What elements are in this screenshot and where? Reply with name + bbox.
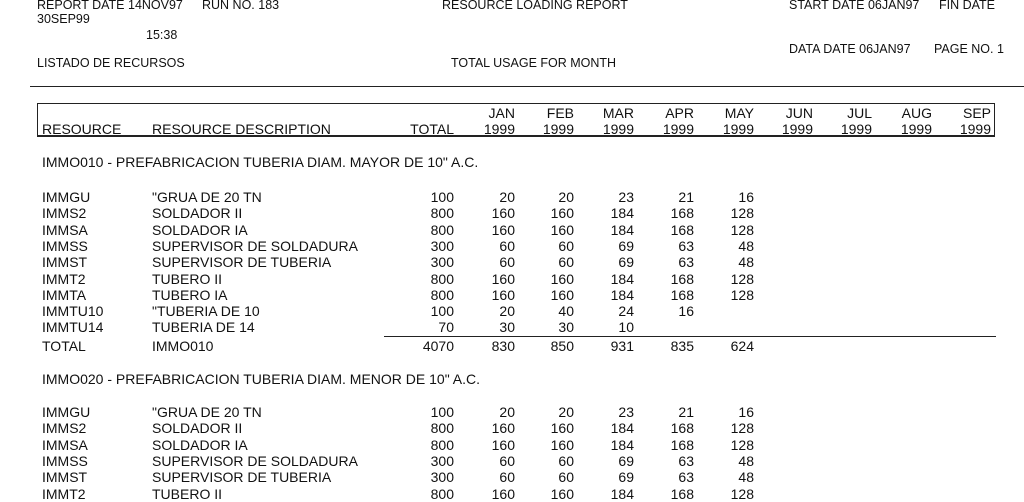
month-value: 128 xyxy=(730,486,754,502)
resource-code: IMMST xyxy=(42,254,88,270)
month-value: 160 xyxy=(491,222,515,238)
col-resource: RESOURCE xyxy=(42,121,122,137)
resource-description: "GRUA DE 20 TN xyxy=(152,404,262,420)
resource-code: IMMT2 xyxy=(42,486,86,502)
month-value: 168 xyxy=(670,420,694,436)
total-divider xyxy=(384,336,996,337)
resource-code: IMMSA xyxy=(42,437,88,453)
month-value: 128 xyxy=(730,205,754,221)
month-value: 850 xyxy=(550,338,574,354)
month-value: 160 xyxy=(491,287,515,303)
resource-description: SUPERVISOR DE SOLDADURA xyxy=(152,453,358,469)
report-time: 15:38 xyxy=(146,28,178,42)
month-value: 128 xyxy=(730,222,754,238)
month-value: 160 xyxy=(491,420,515,436)
table-row xyxy=(0,238,1024,254)
month-value: 20 xyxy=(558,189,574,205)
month-value: 184 xyxy=(610,222,634,238)
resource-total: 100 xyxy=(430,189,454,205)
resource-code: IMMTU14 xyxy=(42,319,104,335)
month-header: JUL xyxy=(847,105,872,121)
month-value: 69 xyxy=(618,254,634,270)
month-header: MAR xyxy=(602,105,634,121)
resource-description: SUPERVISOR DE TUBERIA xyxy=(152,254,332,270)
resource-description: IMMO010 xyxy=(152,338,214,354)
month-value: 69 xyxy=(618,238,634,254)
month-value: 168 xyxy=(670,287,694,303)
table-row xyxy=(0,287,1024,303)
month-value: 48 xyxy=(738,238,754,254)
month-value: 168 xyxy=(670,486,694,502)
report-subtitle-center: TOTAL USAGE FOR MONTH xyxy=(451,56,617,70)
resource-description: "GRUA DE 20 TN xyxy=(152,189,262,205)
month-header: AUG xyxy=(901,105,932,121)
col-description: RESOURCE DESCRIPTION xyxy=(152,121,331,137)
month-value: 160 xyxy=(550,437,574,453)
month-value: 60 xyxy=(499,254,515,270)
section-title: IMMO010 - PREFABRICACION TUBERIA DIAM. MAYOR DE 10" A.C. xyxy=(42,154,479,170)
resource-code: IMMSS xyxy=(42,238,88,254)
table-row xyxy=(0,469,1024,485)
month-header: JUN xyxy=(785,105,813,121)
resource-description: TUBERO II xyxy=(152,271,223,287)
month-header: MAY xyxy=(724,105,754,121)
resource-code: TOTAL xyxy=(42,338,86,354)
resource-total: 800 xyxy=(430,205,454,221)
month-value: 16 xyxy=(738,404,754,420)
month-value: 168 xyxy=(670,205,694,221)
resource-description: SUPERVISOR DE TUBERIA xyxy=(152,469,332,485)
table-row xyxy=(0,205,1024,221)
month-value: 184 xyxy=(610,287,634,303)
resource-code: IMMGU xyxy=(42,404,91,420)
month-value: 128 xyxy=(730,287,754,303)
resource-total: 300 xyxy=(430,453,454,469)
month-value: 160 xyxy=(550,420,574,436)
report-date-line2: 30SEP99 xyxy=(37,12,90,26)
report-date: REPORT DATE 14NOV97 xyxy=(37,0,183,12)
month-year-header: 1999 xyxy=(542,121,574,137)
month-year-header: 1999 xyxy=(483,121,515,137)
month-value: 20 xyxy=(499,189,515,205)
month-value: 63 xyxy=(678,469,694,485)
month-value: 63 xyxy=(678,453,694,469)
month-value: 60 xyxy=(558,469,574,485)
resource-total: 70 xyxy=(438,319,454,335)
month-value: 128 xyxy=(730,271,754,287)
month-value: 63 xyxy=(678,238,694,254)
table-row xyxy=(0,319,1024,335)
fin-date: FIN DATE xyxy=(939,0,996,12)
month-value: 40 xyxy=(558,303,574,319)
month-value: 160 xyxy=(491,486,515,502)
month-value: 184 xyxy=(610,420,634,436)
month-year-header: 1999 xyxy=(900,121,932,137)
month-value: 24 xyxy=(618,303,634,319)
resource-code: IMMTU10 xyxy=(42,303,104,319)
table-row xyxy=(0,254,1024,270)
month-year-header: 1999 xyxy=(602,121,634,137)
month-value: 160 xyxy=(491,205,515,221)
table-row xyxy=(0,222,1024,238)
total-row xyxy=(0,338,1024,354)
resource-code: IMMT2 xyxy=(42,271,86,287)
month-year-header: 1999 xyxy=(662,121,694,137)
resource-description: SOLDADOR IA xyxy=(152,437,248,453)
month-value: 60 xyxy=(558,238,574,254)
month-value: 168 xyxy=(670,271,694,287)
month-value: 21 xyxy=(678,404,694,420)
resource-description: SOLDADOR IA xyxy=(152,222,248,238)
resource-description: TUBERIA DE 14 xyxy=(152,319,255,335)
page-number: PAGE NO. 1 xyxy=(934,42,1004,56)
month-header: JAN xyxy=(488,105,515,121)
month-year-header: 1999 xyxy=(959,121,991,137)
month-value: 10 xyxy=(618,319,634,335)
start-date: START DATE 06JAN97 xyxy=(789,0,920,12)
data-date: DATA DATE 06JAN97 xyxy=(789,42,911,56)
resource-total: 800 xyxy=(430,271,454,287)
month-value: 835 xyxy=(670,338,694,354)
resource-description: TUBERO IA xyxy=(152,287,228,303)
month-value: 168 xyxy=(670,222,694,238)
month-value: 128 xyxy=(730,437,754,453)
month-value: 160 xyxy=(550,287,574,303)
month-header: SEP xyxy=(962,105,991,121)
header-divider xyxy=(30,86,1024,87)
table-row xyxy=(0,303,1024,319)
resource-code: IMMS2 xyxy=(42,420,87,436)
table-row xyxy=(0,271,1024,287)
month-value: 60 xyxy=(499,238,515,254)
month-value: 160 xyxy=(550,271,574,287)
month-value: 830 xyxy=(491,338,515,354)
month-value: 184 xyxy=(610,437,634,453)
resource-total: 300 xyxy=(430,238,454,254)
month-value: 184 xyxy=(610,271,634,287)
resource-code: IMMTA xyxy=(42,287,87,303)
month-value: 160 xyxy=(550,222,574,238)
month-year-header: 1999 xyxy=(781,121,813,137)
month-value: 63 xyxy=(678,254,694,270)
month-value: 21 xyxy=(678,189,694,205)
month-header: FEB xyxy=(546,105,574,121)
resource-code: IMMGU xyxy=(42,189,91,205)
resource-code: IMMST xyxy=(42,469,88,485)
month-value: 931 xyxy=(610,338,634,354)
report-subtitle-left: LISTADO DE RECURSOS xyxy=(37,56,185,70)
month-value: 69 xyxy=(618,453,634,469)
resource-description: "TUBERIA DE 10 xyxy=(152,303,260,319)
table-row xyxy=(0,404,1024,420)
month-value: 160 xyxy=(491,271,515,287)
table-row xyxy=(0,189,1024,205)
section-title: IMMO020 - PREFABRICACION TUBERIA DIAM. MENOR DE 10" A.C. xyxy=(42,371,481,387)
resource-total: 800 xyxy=(430,222,454,238)
month-value: 48 xyxy=(738,469,754,485)
col-total: TOTAL xyxy=(410,121,454,137)
month-value: 60 xyxy=(499,469,515,485)
resource-total: 800 xyxy=(430,437,454,453)
report-title: RESOURCE LOADING REPORT xyxy=(442,0,628,12)
resource-total: 800 xyxy=(430,287,454,303)
month-value: 160 xyxy=(550,486,574,502)
month-value: 160 xyxy=(491,437,515,453)
month-value: 30 xyxy=(558,319,574,335)
month-value: 23 xyxy=(618,404,634,420)
table-row xyxy=(0,437,1024,453)
month-value: 160 xyxy=(550,205,574,221)
table-row xyxy=(0,453,1024,469)
resource-code: IMMSA xyxy=(42,222,88,238)
resource-total: 100 xyxy=(430,404,454,420)
resource-description: SUPERVISOR DE SOLDADURA xyxy=(152,238,358,254)
month-value: 48 xyxy=(738,254,754,270)
run-number: RUN NO. 183 xyxy=(202,0,280,12)
month-value: 624 xyxy=(730,338,754,354)
month-value: 30 xyxy=(499,319,515,335)
month-value: 20 xyxy=(499,404,515,420)
resource-total: 300 xyxy=(430,469,454,485)
resource-total: 800 xyxy=(430,486,454,502)
month-value: 23 xyxy=(618,189,634,205)
resource-description: TUBERO II xyxy=(152,486,223,502)
resource-total: 100 xyxy=(430,303,454,319)
month-value: 184 xyxy=(610,205,634,221)
resource-total: 800 xyxy=(430,420,454,436)
month-value: 128 xyxy=(730,420,754,436)
month-value: 16 xyxy=(738,189,754,205)
month-value: 20 xyxy=(558,404,574,420)
table-row xyxy=(0,420,1024,436)
resource-code: IMMS2 xyxy=(42,205,87,221)
month-value: 184 xyxy=(610,486,634,502)
month-value: 20 xyxy=(499,303,515,319)
resource-total: 4070 xyxy=(422,338,454,354)
month-value: 60 xyxy=(558,254,574,270)
resource-description: SOLDADOR II xyxy=(152,420,243,436)
month-value: 168 xyxy=(670,437,694,453)
resource-code: IMMSS xyxy=(42,453,88,469)
month-year-header: 1999 xyxy=(840,121,872,137)
month-value: 60 xyxy=(499,453,515,469)
table-row xyxy=(0,486,1024,502)
month-year-header: 1999 xyxy=(722,121,754,137)
month-value: 48 xyxy=(738,453,754,469)
month-header: APR xyxy=(665,105,694,121)
month-value: 60 xyxy=(558,453,574,469)
resource-description: SOLDADOR II xyxy=(152,205,243,221)
resource-total: 300 xyxy=(430,254,454,270)
month-value: 16 xyxy=(678,303,694,319)
month-value: 69 xyxy=(618,469,634,485)
